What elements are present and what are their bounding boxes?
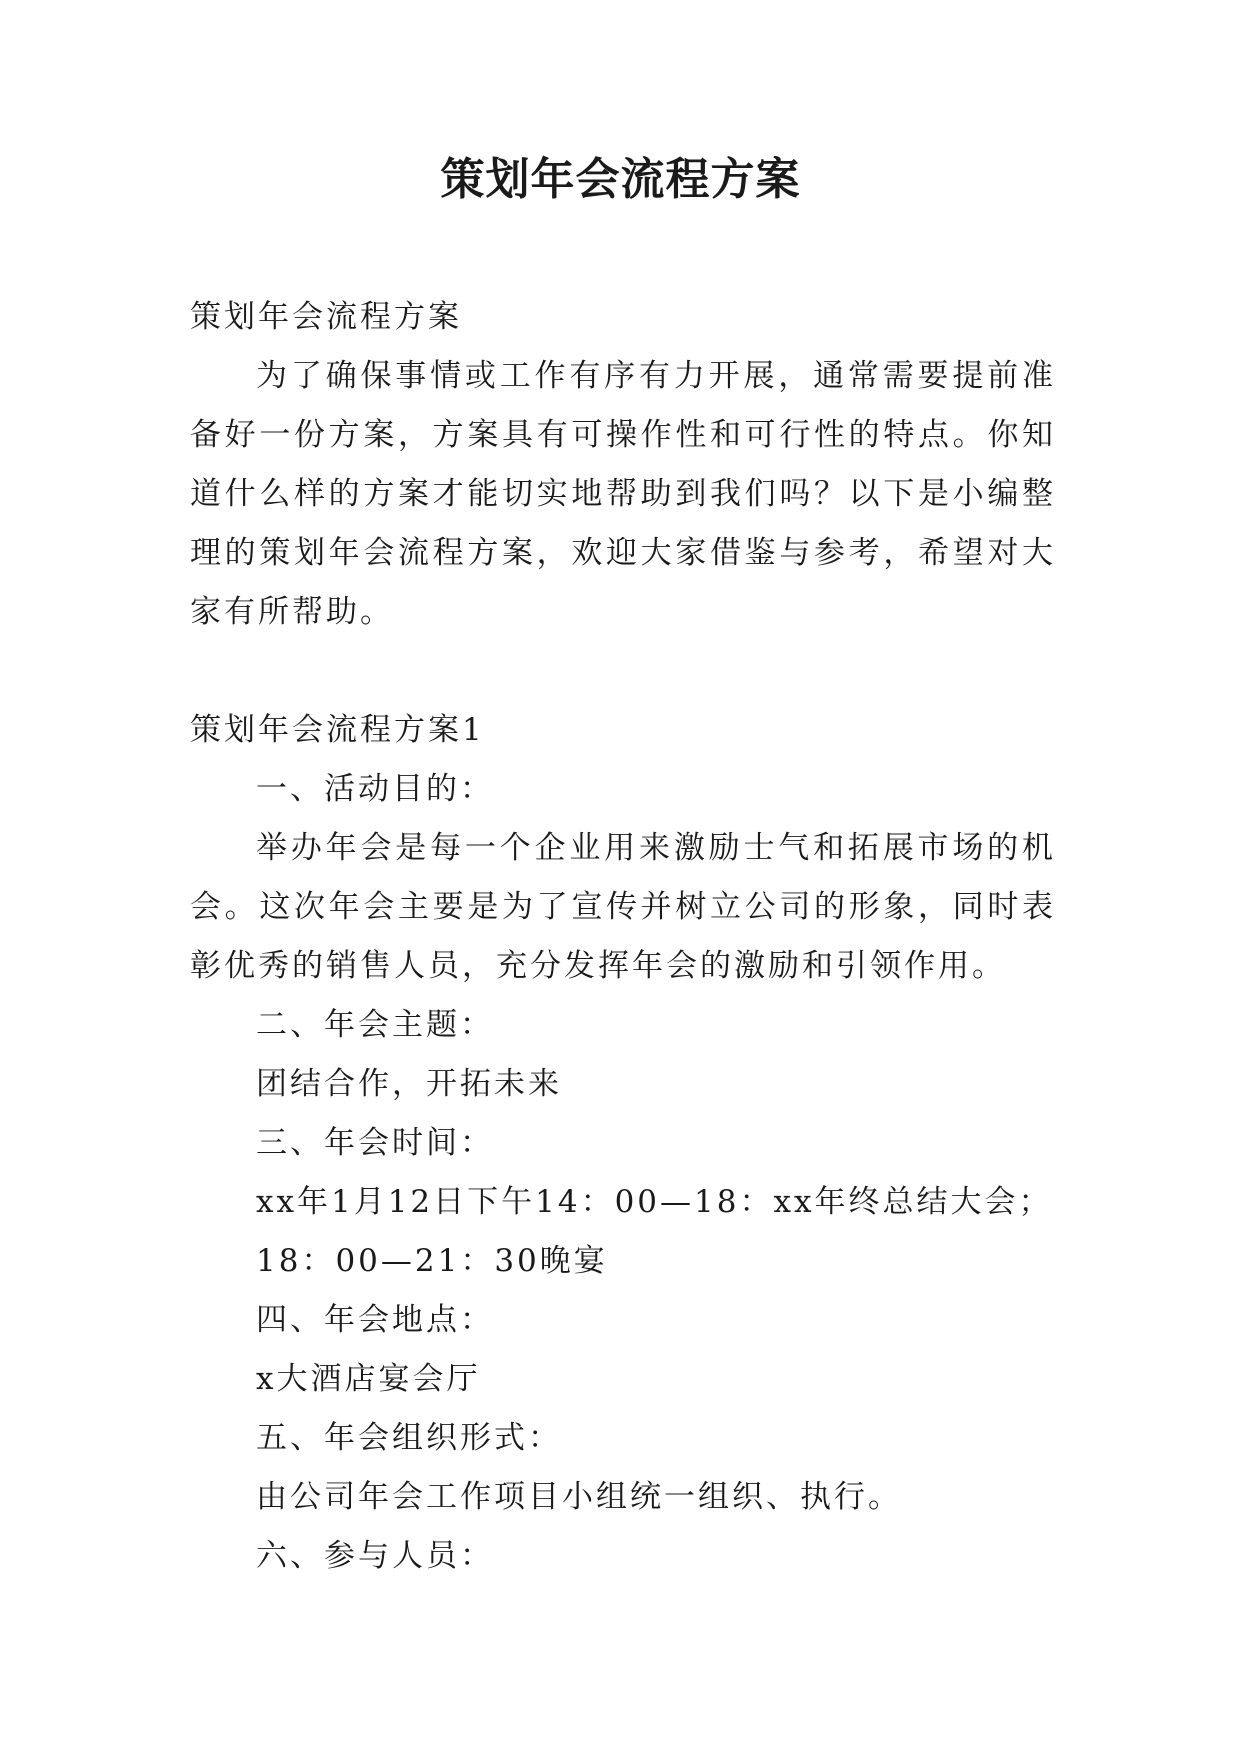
- time-text-banquet: 18：00—21：30晚宴: [256, 1243, 608, 1279]
- section-heading: 策划年会流程方案1: [190, 712, 485, 748]
- organization-heading: 五、年会组织形式：: [256, 1420, 562, 1456]
- participants-heading: 六、参与人员：: [256, 1538, 494, 1574]
- document-subtitle: 策划年会流程方案: [190, 299, 462, 335]
- theme-heading: 二、年会主题：: [256, 1007, 494, 1043]
- document-title: 策划年会流程方案: [440, 154, 801, 205]
- paragraph-spacer: [190, 642, 1056, 701]
- venue-text: x大酒店宴会厅: [256, 1361, 481, 1397]
- time-text-meeting: xx年1月12日下午14：00—18：xx年终总结大会；: [256, 1184, 1053, 1220]
- intro-paragraph: 为了确保事情或工作有序有力开展，通常需要提前准备好一份方案，方案具有可操作性和可行性的特点。你知道什么样的方案才能切实地帮助到我们吗？以下是小编整理的策划年会流程方案，欢迎大家借鉴与参考，希望对大家有所帮助。: [190, 358, 1056, 630]
- time-heading: 三、年会时间：: [256, 1125, 494, 1161]
- purpose-heading: 一、活动目的：: [256, 771, 494, 807]
- document-body: [190, 288, 1056, 1586]
- purpose-paragraph: 举办年会是每一个企业用来激励士气和拓展市场的机会。这次年会主要是为了宣传并树立公司的形象，同时表彰优秀的销售人员，充分发挥年会的激励和引领作用。: [190, 830, 1056, 984]
- organization-text: 由公司年会工作项目小组统一组织、执行。: [256, 1479, 902, 1515]
- venue-heading: 四、年会地点：: [256, 1302, 494, 1338]
- theme-text: 团结合作，开拓未来: [256, 1066, 562, 1102]
